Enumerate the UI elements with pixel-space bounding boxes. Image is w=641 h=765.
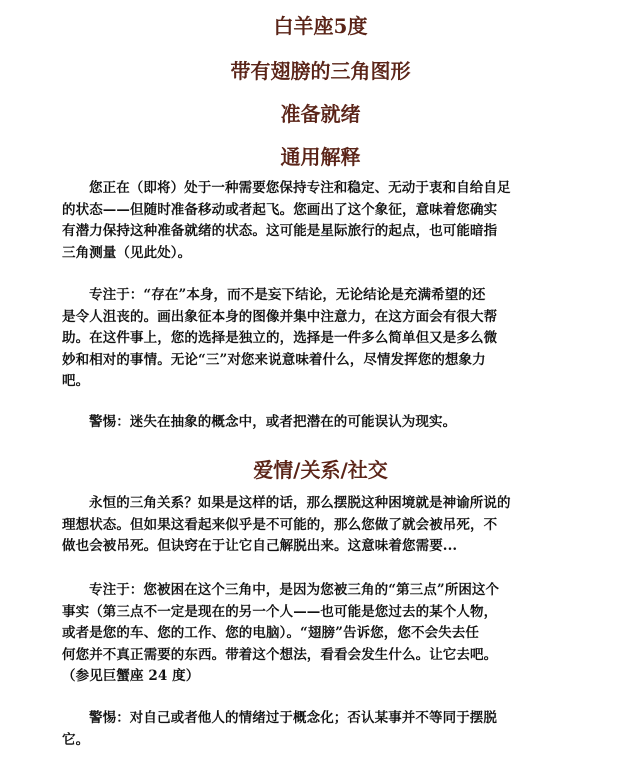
text-line: 做也会被吊死。但诀窍在于让它自己解脱出来。这意味着您需要...: [62, 538, 458, 554]
title-degree: 白羊座5度: [273, 14, 368, 38]
love-paragraph-caution: [62, 708, 610, 751]
text-line: 有潜力保持这种准备就绪的状态。这可能是星际旅行的起点，也可能暗指: [62, 223, 498, 239]
love-paragraph-1: [62, 493, 610, 558]
text-line: 您正在（即将）处于一种需要您保持专注和稳定、无动于衷和自给自足: [89, 180, 511, 196]
text-line: 是令人沮丧的。画出象征本身的图像并集中注意力，在这方面会有很大帮: [62, 308, 498, 325]
title-symbol: 带有翅膀的三角图形: [230, 59, 411, 83]
title-keyword: 准备就绪: [280, 102, 361, 126]
love-paragraph-focus: [62, 580, 610, 688]
text-line: 它。: [62, 731, 90, 748]
text-line: 永恒的三角关系？如果是这样的话，那么摆脱这种困境就是神谕所说的: [89, 495, 511, 511]
text-line: 妙和相对的事情。无论“三”对您来说意味着什么，尽情发挥您的想象力: [62, 351, 486, 368]
text-line: 助。在这件事上，您的选择是独立的，选择是一件多么简单但又是多么微: [62, 330, 498, 346]
text-line: （参见巨蟹座 24 度）: [62, 668, 200, 684]
text-line: 的状态——但随时准备移动或者起飞。您画出了这个象征，意味着您确实: [62, 201, 498, 218]
section-heading-general: 通用解释: [280, 145, 361, 169]
section-heading-love: 爱情/关系/社交: [253, 458, 388, 482]
text-line: 专注于：“存在”本身，而不是妄下结论，无论结论是充满希望的还: [89, 287, 486, 303]
text-line: 或者是您的车、您的工作、您的电脑）。“翅膀”告诉您，您不会失去任: [62, 625, 479, 641]
general-paragraph-1: [62, 178, 610, 264]
text-line: 何您并不真正需要的东西。带着这个想法，看看会发生什么。让它去吧。: [62, 646, 498, 663]
general-paragraph-caution: [62, 412, 610, 434]
text-line: 警惕：对自己或者他人的情绪过于概念化；否认某事并不等同于摆脱: [89, 710, 497, 726]
text-line: 理想状态。但如果这看起来似乎是不可能的，那么您做了就会被吊死，不: [62, 516, 498, 533]
text-line: 专注于：您被困在这个三角中，是因为您被三角的“第三点”所困这个: [89, 582, 500, 598]
text-line: 事实（第三点不一定是现在的另一个人——也可能是您过去的某个人物，: [62, 603, 498, 620]
text-line: 警惕：迷失在抽象的概念中，或者把潜在的可能误认为现实。: [89, 414, 457, 430]
text-line: 吧。: [62, 373, 90, 389]
text-line: 三角测量（见此处）。: [62, 244, 192, 261]
general-paragraph-focus: [62, 285, 610, 393]
